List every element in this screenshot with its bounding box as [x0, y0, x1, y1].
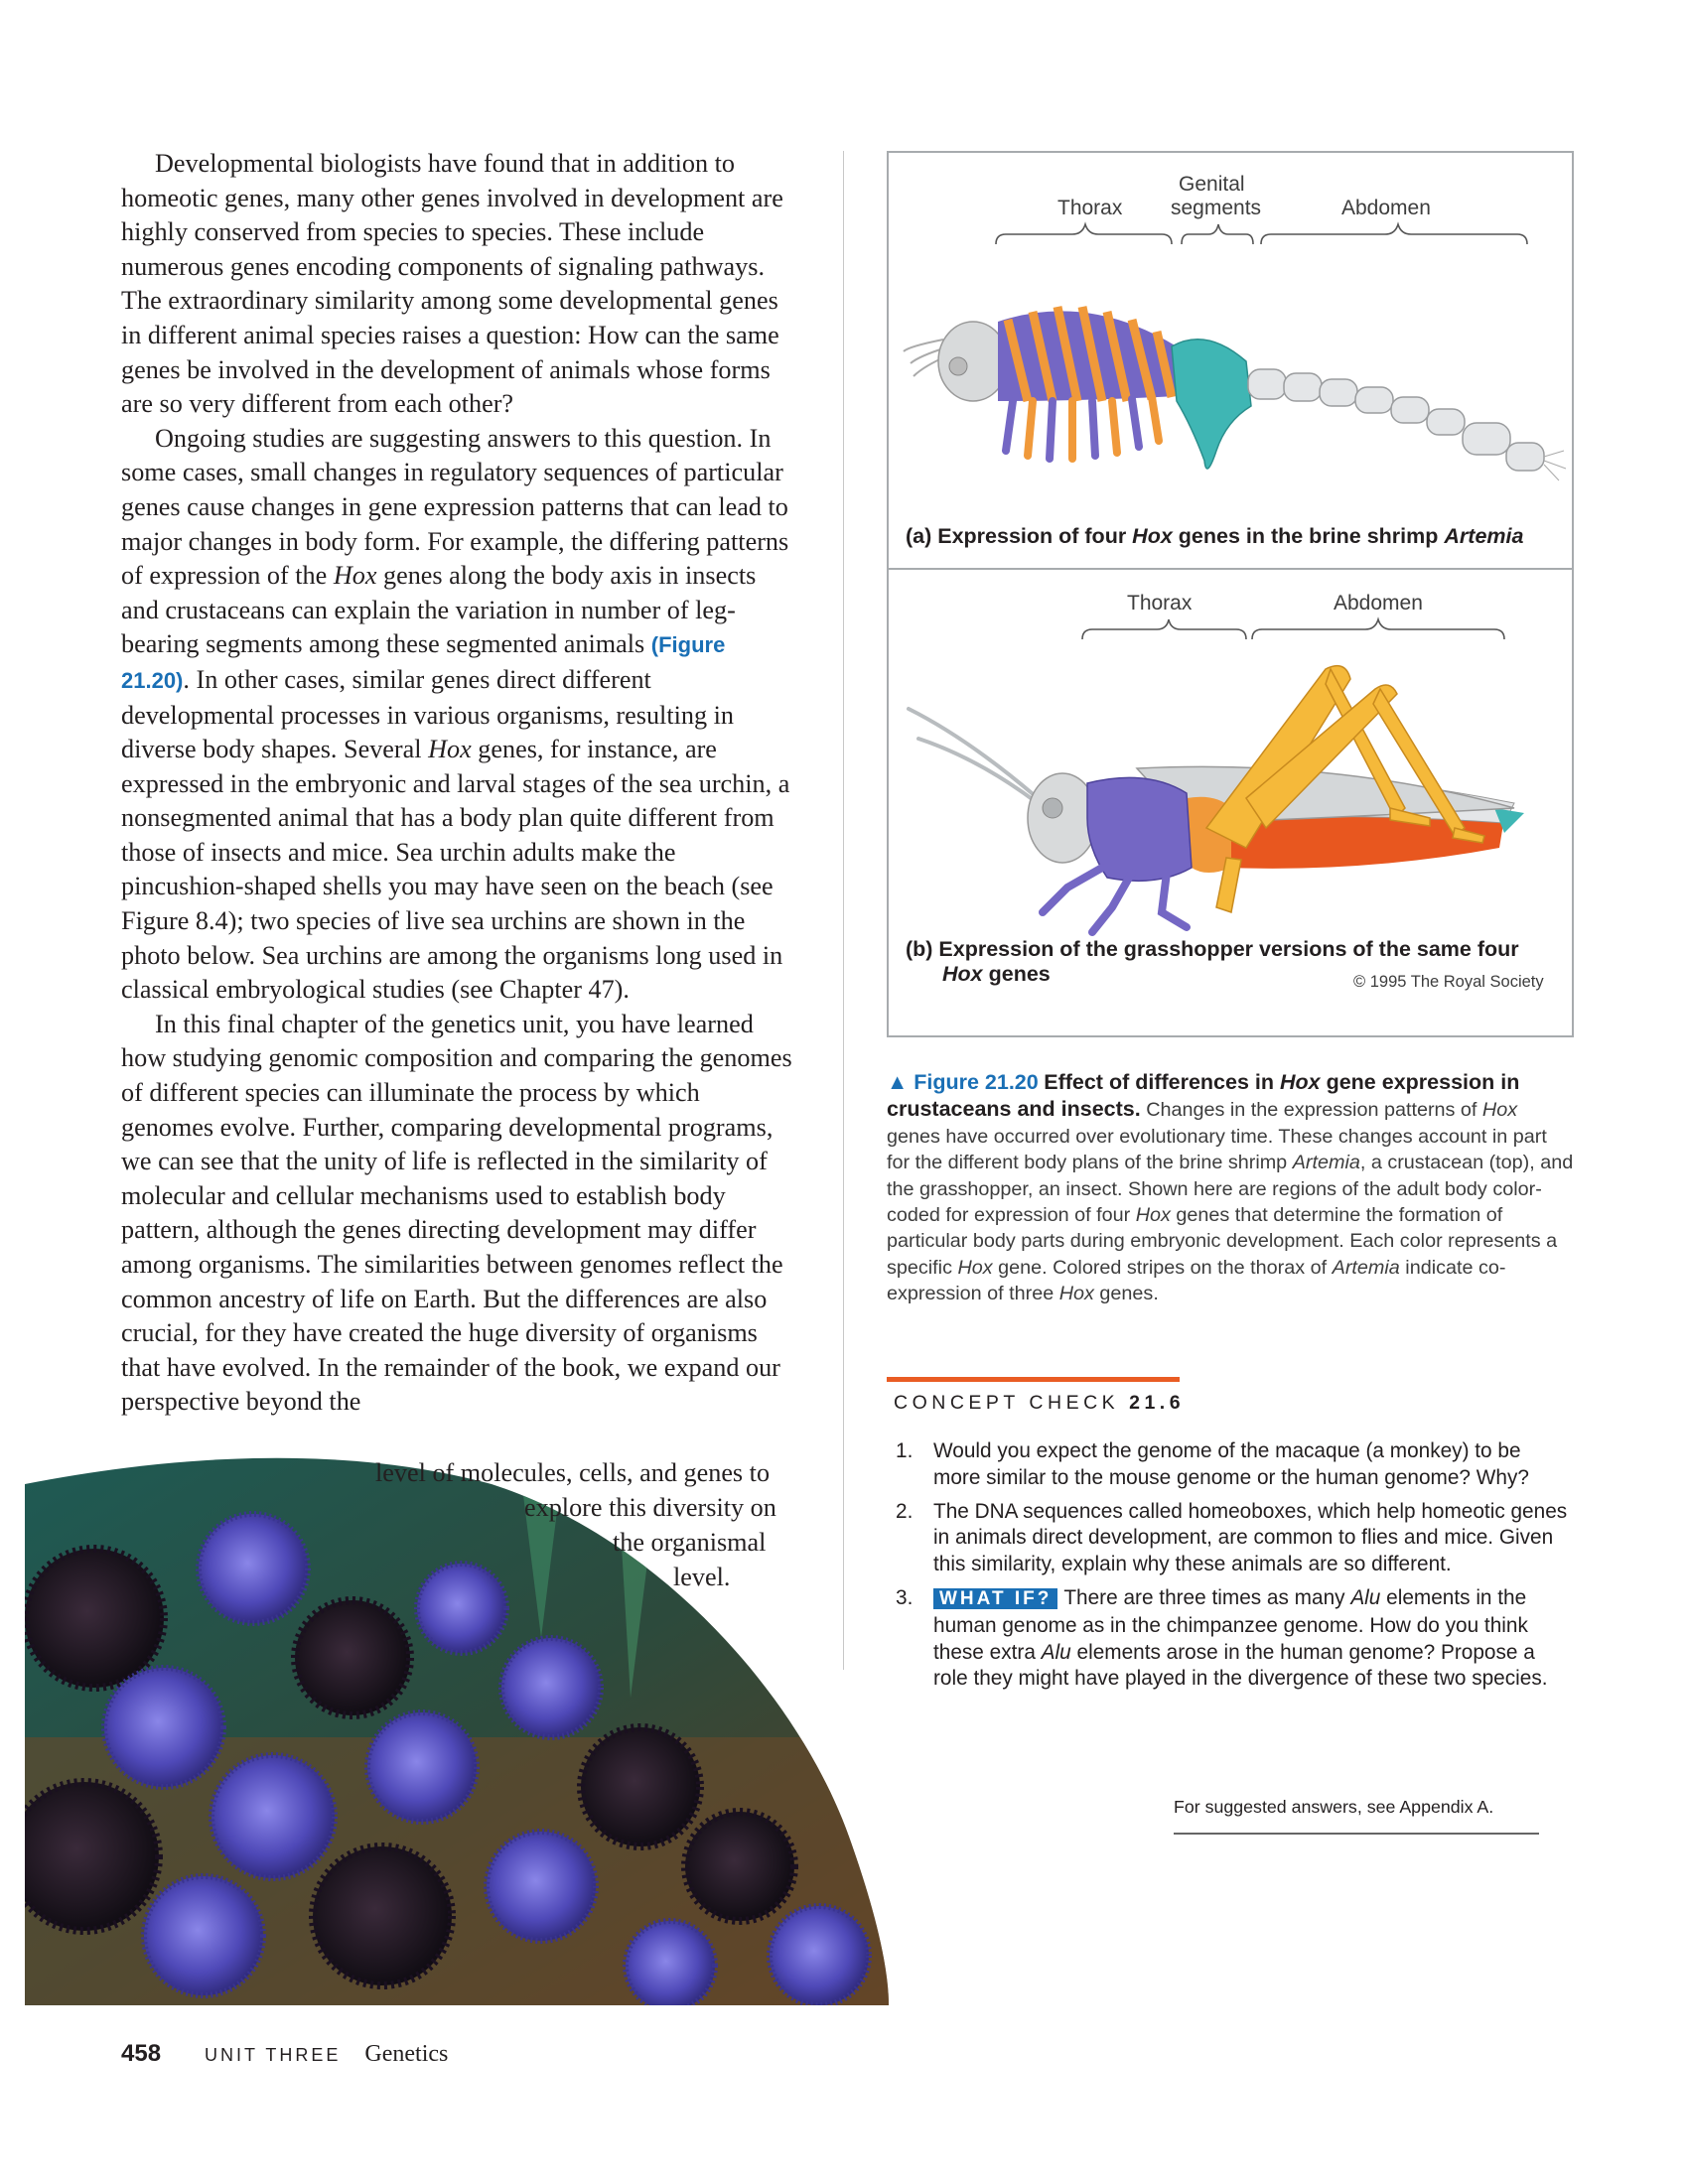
- concept-check-accent-bar: [887, 1377, 1180, 1382]
- artemia-genital-segments: [1172, 340, 1251, 469]
- text-run: gene. Colored stripes on the thorax of: [992, 1256, 1333, 1279]
- question-number: 2.: [896, 1499, 914, 1523]
- brace-abdomen-a: [1261, 224, 1527, 244]
- artemia-illustration: [889, 153, 1572, 568]
- text-run: Alu: [1350, 1585, 1381, 1609]
- text-run: Hox: [957, 1256, 993, 1279]
- label-abdomen-a: Abdomen: [1341, 197, 1431, 219]
- body-text-line: level of molecules, cells, and genes to: [375, 1458, 771, 1487]
- text-run: genes have occurred over evolutionary time. These changes account in part for the different body plans of the brine shrimp: [887, 1125, 1547, 1174]
- label-thorax-b: Thorax: [1127, 592, 1193, 614]
- question-item: [894, 1585, 1569, 1693]
- concept-check-heading: [894, 1392, 1185, 1415]
- text-run: genes: [982, 962, 1051, 986]
- artemia-head: [938, 322, 1008, 401]
- answers-rule: [1174, 1833, 1539, 1835]
- text-run: Hox: [428, 735, 472, 764]
- body-text-line: the organismal: [613, 1528, 767, 1557]
- figure-caption: [887, 1069, 1574, 1307]
- text-run: Hox: [1135, 1204, 1171, 1227]
- text-run: . In other cases, similar genes direct different developmental processes in various organisms, resulting in diverse body shapes. Several: [121, 664, 734, 764]
- text-run: elements in the human genome as in the chimpanzee genome. How do you think these extra: [933, 1585, 1528, 1664]
- label-abdomen-b: Abdomen: [1334, 592, 1423, 614]
- figure-reference-link[interactable]: (Figure 21.20): [121, 632, 726, 693]
- text-run: Ongoing studies are suggesting answers to this question. In some cases, small changes in regulatory sequences of particular genes cause changes in gene expression patterns that can lead to major changes in body form. For example, the differing patterns of expression of the: [121, 423, 789, 591]
- question-number: 1.: [896, 1439, 914, 1462]
- text-run: genes that determine the formation of particular body parts during embryonic development. Each color represents a specific: [887, 1204, 1558, 1279]
- page-footer: [121, 2040, 448, 2068]
- text-run: genes, for instance, are expressed in the embryonic and larval stages of the sea urchin, a nonsegmented animal that has a body plan quite different from those of insects and mice. Sea urchin adults make the pincushion-shaped shells you may have seen on the beach (see Figure 8.4); two species of live sea urchins are shown in the photo below. Sea urchins are among the organisms long used in classical embryological studies (see Chapter 47).: [121, 735, 790, 1005]
- brace-genital: [1182, 224, 1253, 244]
- text-run: Effect of differences in: [1044, 1070, 1280, 1094]
- question-text: The DNA sequences called homeoboxes, which help homeotic genes in animals direct development, are common to flies and mice. Given this similarity, explain why these animals are so different.: [933, 1499, 1568, 1576]
- text-run: genes along the body axis in insects and crustaceans can explain the variation in number of leg-bearing segments among these segmented animals: [121, 561, 757, 659]
- column-divider: [843, 151, 844, 1670]
- label-genital-line1: Genital: [1179, 173, 1245, 196]
- text-run: genes in the brine shrimp: [1172, 524, 1445, 548]
- paragraph: [121, 422, 796, 1008]
- text-run: Hox: [942, 962, 983, 986]
- question-text: Would you expect the genome of the macaque (a monkey) to be more similar to the mouse genome or the human genome? Why?: [933, 1439, 1529, 1489]
- artemia-abdomen: [1248, 369, 1544, 471]
- brace-abdomen-b: [1252, 619, 1504, 639]
- what-if-badge: WHAT IF?: [933, 1588, 1057, 1609]
- answers-reference: For suggested answers, see Appendix A.: [1174, 1797, 1494, 1817]
- grasshopper-illustration: [889, 570, 1572, 987]
- question-item: [894, 1499, 1569, 1578]
- text-run: Artemia: [1332, 1256, 1400, 1279]
- text-run: 21.6: [1129, 1392, 1186, 1414]
- sea-urchin-photo: [25, 1439, 953, 2005]
- text-run: Hox: [1132, 524, 1173, 548]
- question-number: 3.: [896, 1585, 914, 1609]
- text-run: There are three times as many: [1063, 1585, 1351, 1609]
- paragraph: In this final chapter of the genetics unit, you have learned how studying genomic composition and comparing the genomes of different species can illuminate the process by which genomes evolve. Further, comparing developmental programs, we can see that the unity of life is reflected in the similarity of molecular and cellular mechanisms used to establish body pattern, although the genes directing development may differ among organisms. The similarities between genomes reflect the common ancestry of life on Earth. But the differences are also crucial, for they have created the huge diversity of organisms that have evolved. In the remainder of the book, we expand our perspective beyond the: [121, 1009, 792, 1417]
- text-run: (a) Expression of four: [906, 524, 1133, 548]
- text-run: Artemia: [1292, 1152, 1360, 1174]
- panel-b-caption-line1: (b) Expression of the grasshopper versions of the same four: [906, 937, 1519, 961]
- unit-label: UNIT THREE: [205, 2045, 342, 2065]
- text-run: gene expression in crustaceans and insects.: [887, 1070, 1520, 1122]
- text-run: Artemia: [1444, 524, 1524, 548]
- text-run: indicate co-expression of three: [887, 1256, 1506, 1305]
- figure-number: ▲ Figure 21.20: [887, 1070, 1039, 1094]
- body-text-line: level.: [673, 1563, 731, 1591]
- text-run: elements arose in the human genome? Propose a role they might have played in the divergence of these two species.: [933, 1640, 1548, 1691]
- text-run: Alu: [1041, 1640, 1071, 1664]
- text-run: , a crustacean (top), and the grasshopper, an insect. Shown here are regions of the adult body color-coded for expression of four: [887, 1152, 1574, 1227]
- brace-thorax-b: [1082, 619, 1246, 639]
- brace-thorax-a: [996, 224, 1172, 244]
- concept-check-questions: [894, 1438, 1569, 1700]
- paragraph: Developmental biologists have found that in addition to homeotic genes, many other genes involved in development are highly conserved from species to species. These include numerous genes encoding components of signaling pathways. The extraordinary similarity among some developmental genes in different animal species raises a question: How can the same genes be involved in the development of animals whose forms are so very different from each other?: [121, 149, 783, 419]
- text-run: Hox: [1279, 1070, 1321, 1094]
- artemia-thorax: [998, 307, 1177, 459]
- page-number: 458: [121, 2040, 162, 2067]
- body-text-column: [121, 147, 796, 1420]
- text-run: Hox: [333, 561, 377, 591]
- text-run: Hox: [1481, 1099, 1518, 1122]
- figure-21-20: [887, 151, 1574, 1037]
- image-credit: © 1995 The Royal Society: [1353, 973, 1544, 991]
- question-item: [894, 1438, 1569, 1492]
- text-run: genes.: [1093, 1283, 1159, 1305]
- text-run: Changes in the expression patterns of: [1140, 1099, 1482, 1122]
- text-run: Hox: [1058, 1283, 1094, 1305]
- panel-b-caption-line2: [942, 962, 1051, 987]
- label-genital-line2: segments: [1171, 197, 1262, 219]
- label-thorax-a: Thorax: [1057, 197, 1123, 219]
- body-text-line: explore this diversity on: [524, 1493, 776, 1522]
- panel-a-caption: [906, 524, 1523, 549]
- unit-name: Genetics: [364, 2041, 449, 2067]
- text-run: CONCEPT CHECK: [894, 1392, 1120, 1414]
